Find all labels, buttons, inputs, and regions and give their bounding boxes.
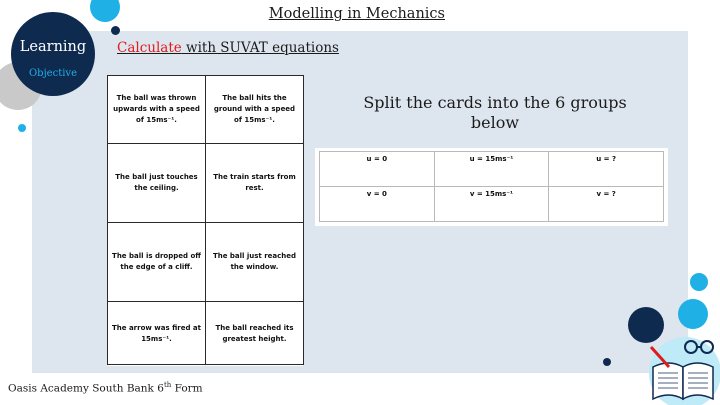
footer-main: Oasis Academy South Bank 6 (8, 382, 164, 395)
card[interactable]: The ball is dropped off the edge of a cliff. (108, 223, 205, 301)
objective-highlight: Calculate (117, 40, 182, 56)
footer-sup: th (163, 381, 172, 389)
objective-rest: with SUVAT equations (181, 40, 339, 56)
objective-label: Objective (28, 68, 77, 79)
page-title (0, 6, 708, 22)
decor-circle (603, 358, 611, 366)
footer-text (8, 381, 203, 395)
card[interactable]: The ball reached its greatest height. (206, 302, 303, 366)
decor-circle (690, 273, 708, 291)
group-cell[interactable]: v = 0 (320, 187, 435, 222)
card[interactable]: The ball hits the ground with a speed of 15ms⁻¹. (206, 76, 303, 143)
group-cell[interactable]: u = 15ms⁻¹ (434, 152, 549, 187)
learning-objective-text (117, 40, 339, 56)
learning-objective-badge (11, 12, 95, 96)
decor-circle (111, 26, 120, 35)
card[interactable]: The ball just reached the window. (206, 223, 303, 301)
card-grid (108, 76, 303, 364)
card[interactable]: The ball was thrown upwards with a speed of 15ms⁻¹. (108, 76, 205, 143)
card[interactable]: The train starts from rest. (206, 144, 303, 222)
book-glasses-icon (645, 333, 720, 405)
decor-circle (18, 124, 26, 132)
groups-row (320, 187, 664, 222)
group-cell[interactable]: u = ? (549, 152, 664, 187)
page-title-text: Modelling in Mechanics (268, 6, 445, 22)
footer-end: Form (171, 382, 203, 395)
group-cell[interactable]: v = 15ms⁻¹ (434, 187, 549, 222)
groups-table (315, 148, 668, 226)
group-cell[interactable]: u = 0 (320, 152, 435, 187)
card[interactable]: The arrow was fired at 15ms⁻¹. (108, 302, 205, 366)
group-cell[interactable]: v = ? (549, 187, 664, 222)
decor-circle (678, 299, 708, 329)
groups-row (320, 152, 664, 187)
instruction-text: Split the cards into the 6 groups below (363, 93, 627, 132)
learning-label: Learning (19, 39, 87, 55)
card[interactable]: The ball just touches the ceiling. (108, 144, 205, 222)
